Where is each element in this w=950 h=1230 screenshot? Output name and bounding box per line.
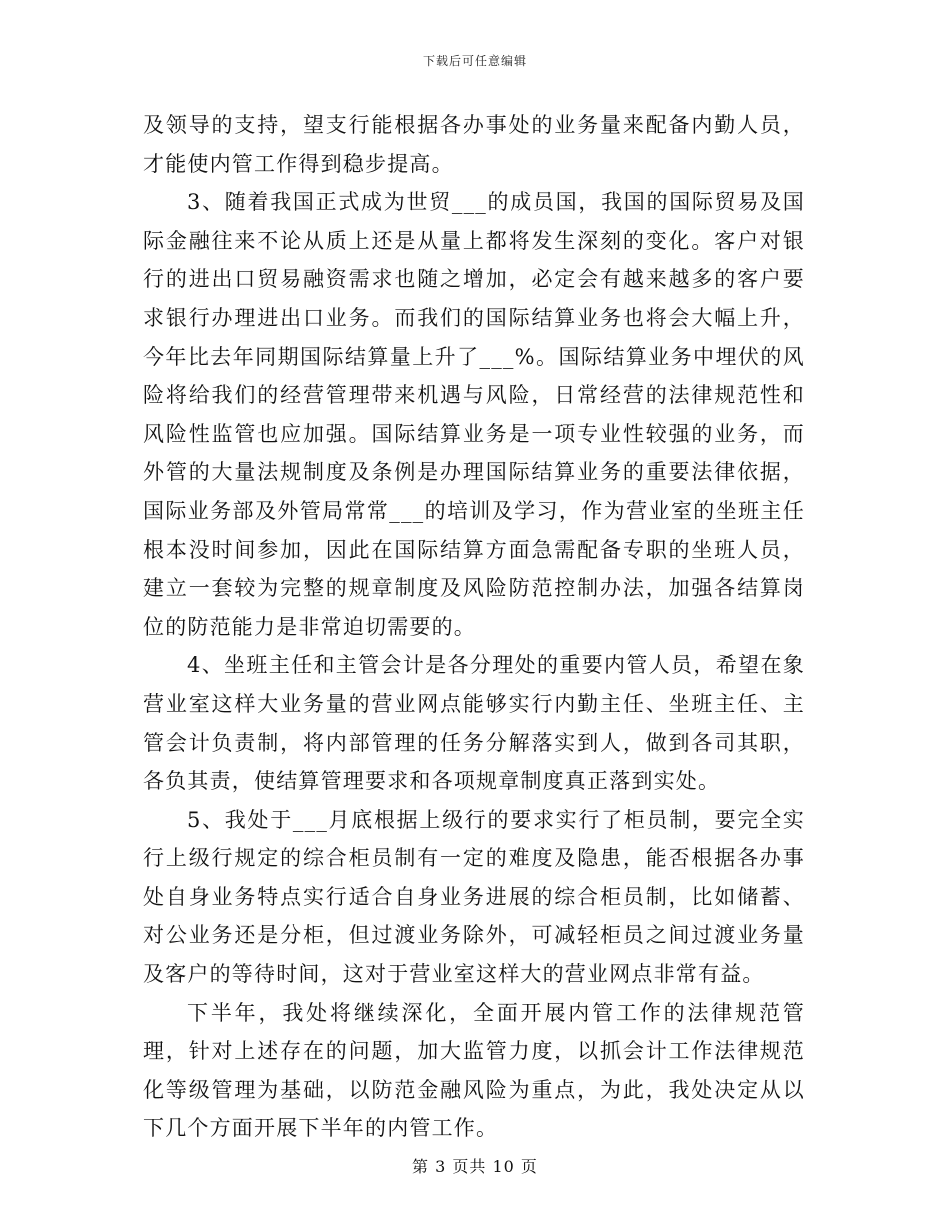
paragraph-item-3: 3、随着我国正式成为世贸___的成员国，我国的国际贸易及国际金融往来不论从质上还是从量上都将发生深刻的变化。客户对银行的进出口贸易融资需求也随之增加，必定会有越来越多的客户要求银行办理进出口业务。而我们的国际结算业务也将会大幅上升，今年比去年同期国际结算量上升了___%。国际结算业务中埋伏的风险将给我们的经营管理带来机遇与风险，日常经营的法律规范性和风险性监管也应加强。国际结算业务是一项专业性较强的业务，而外管的大量法规制度及条例是办理国际结算业务的重要法律依据，国际业务部及外管局常常___的培训及学习，作为营业室的坐班主任根本没时间参加，因此在国际结算方面急需配备专职的坐班人员，建立一套较为完整的规章制度及风险防范控制办法，加强各结算岗位的防范能力是非常迫切需要的。 [143,190,805,639]
paragraph-item-4: 4、坐班主任和主管会计是各分理处的重要内管人员，希望在象营业室这样大业务量的营业网点能够实行内勤主任、坐班主任、主管会计负责制，将内部管理的任务分解落实到人，做到各司其职，各负其责，使结算管理要求和各项规章制度真正落到实处。 [143,653,805,794]
page-header: 下载后可任意编辑 [422,54,527,68]
paragraph-item-5: 5、我处于___月底根据上级行的要求实行了柜员制，要完全实行上级行规定的综合柜员制有一定的难度及隐患，能否根据各办事处自身业务特点实行适合自身业务进展的综合柜员制，比如储蓄、对公业务还是分柜，但过渡业务除外，可减轻柜员之间过渡业务量及客户的等待时间，这对于营业室这样大的营业网点非常有益。 [143,807,805,987]
document-body [143,106,805,1148]
paragraph-continuation: 及领导的支持，望支行能根据各办事处的业务量来配备内勤人员，才能使内管工作得到稳步提高。 [143,113,805,176]
page-footer: 第 3 页共 10 页 [412,1157,538,1176]
paragraph-second-half-plan: 下半年，我处将继续深化，全面开展内管工作的法律规范管理，针对上述存在的问题，加大监管力度，以抓会计工作法律规范化等级管理为基础，以防范金融风险为重点，为此，我处决定从以下几个方面开展下半年的内管工作。 [143,1000,805,1141]
